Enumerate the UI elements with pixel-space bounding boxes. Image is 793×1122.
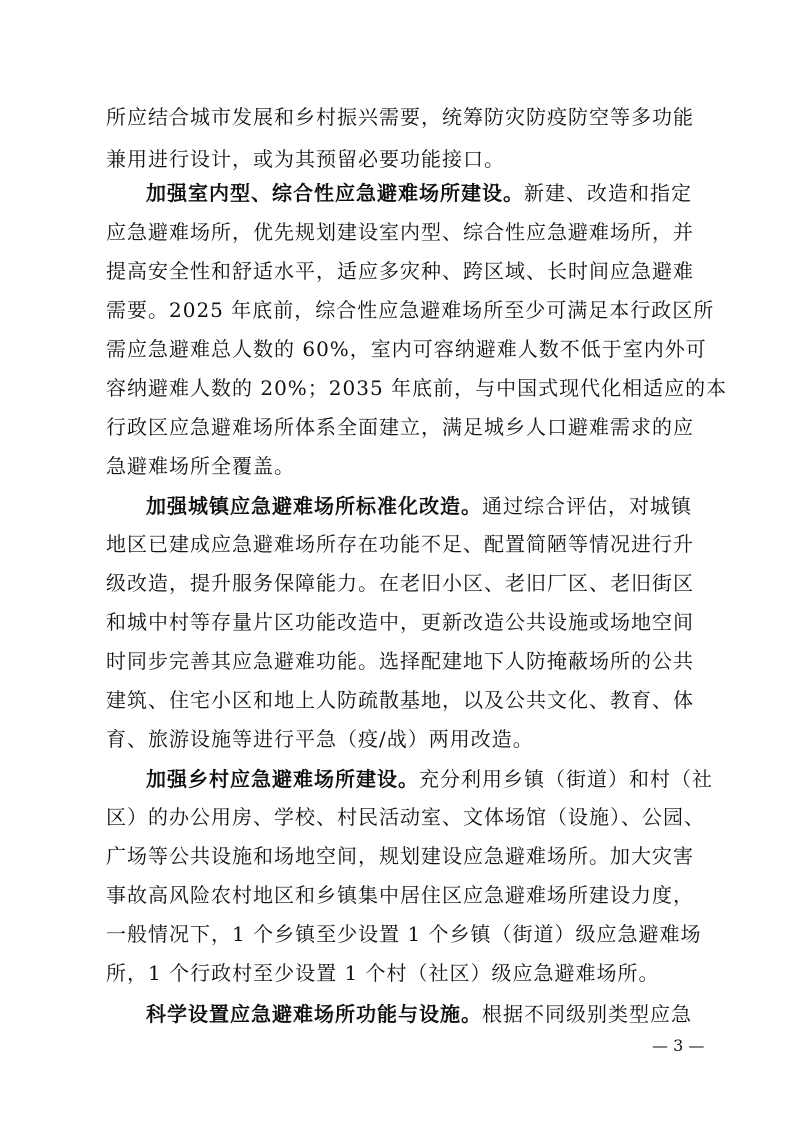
body-line: 时同步完善其应急避难功能。选择配建地下人防掩蔽场所的公共 [106, 649, 694, 673]
paragraph-first-line [146, 173, 692, 213]
body-line: 区）的办公用房、学校、村民活动室、文体场馆（设施）、公园、 [106, 805, 705, 829]
body-line: 一般情况下，1 个乡镇至少设置 1 个乡镇（街道）级应急避难场 [106, 922, 702, 946]
body-line: 级改造，提升服务保障能力。在老旧小区、老旧厂区、老旧街区 [106, 571, 694, 595]
section-heading: 加强乡村应急避难场所建设。 [146, 767, 419, 791]
body-text: 根据不同级别类型应急 [482, 1002, 692, 1026]
body-text: 通过综合评估，对城镇 [482, 494, 692, 518]
body-line: 行政区应急避难场所体系全面建立，满足城乡人口避难需求的应 [106, 415, 694, 439]
body-line: 建筑、住宅小区和地上人防疏散基地，以及公共文化、教育、体 [106, 688, 694, 712]
body-line: 育、旅游设施等进行平急（疫/战）两用改造。 [106, 727, 534, 751]
body-line: 需应急避难总人数的 60%，室内可容纳避难人数不低于室内外可 [106, 337, 707, 361]
body-line: 所，1 个行政村至少设置 1 个村（社区）级应急避难场所。 [106, 961, 660, 985]
body-line: 所应结合城市发展和乡村振兴需要，统筹防灾防疫防空等多功能 [106, 105, 694, 129]
paragraph-first-line [146, 486, 692, 526]
body-line: 和城中村等存量片区功能改造中，更新改造公共设施或场地空间 [106, 610, 694, 634]
body-line: 提高安全性和舒适水平，适应多灾种、跨区域、长时间应急避难 [106, 259, 694, 283]
body-text: 新建、改造和指定 [524, 181, 692, 205]
body-line: 地区已建成应急避难场所存在功能不足、配置简陋等情况进行升 [106, 532, 694, 556]
section-heading: 科学设置应急避难场所功能与设施。 [146, 1002, 482, 1026]
body-text: 充分利用乡镇（街道）和村（社 [419, 767, 713, 791]
body-line: 容纳避难人数的 20%；2035 年底前，与中国式现代化相适应的本 [106, 376, 728, 400]
page-number: — 3 — [652, 1036, 705, 1055]
body-line: 急避难场所全覆盖。 [106, 454, 295, 478]
body-line: 应急避难场所，优先规划建设室内型、综合性应急避难场所，并 [106, 220, 694, 244]
body-line: 事故高风险农村地区和乡镇集中居住区应急避难场所建设力度， [106, 883, 694, 907]
section-heading: 加强室内型、综合性应急避难场所建设。 [146, 181, 524, 205]
paragraph-first-line [146, 759, 713, 799]
paragraph-first-line [146, 994, 692, 1034]
body-line: 兼用进行设计，或为其预留必要功能接口。 [106, 147, 505, 171]
body-line: 需要。2025 年底前，综合性应急避难场所至少可满足本行政区所 [106, 298, 715, 322]
section-heading: 加强城镇应急避难场所标准化改造。 [146, 494, 482, 518]
body-line: 广场等公共设施和场地空间，规划建设应急避难场所。加大灾害 [106, 844, 694, 868]
